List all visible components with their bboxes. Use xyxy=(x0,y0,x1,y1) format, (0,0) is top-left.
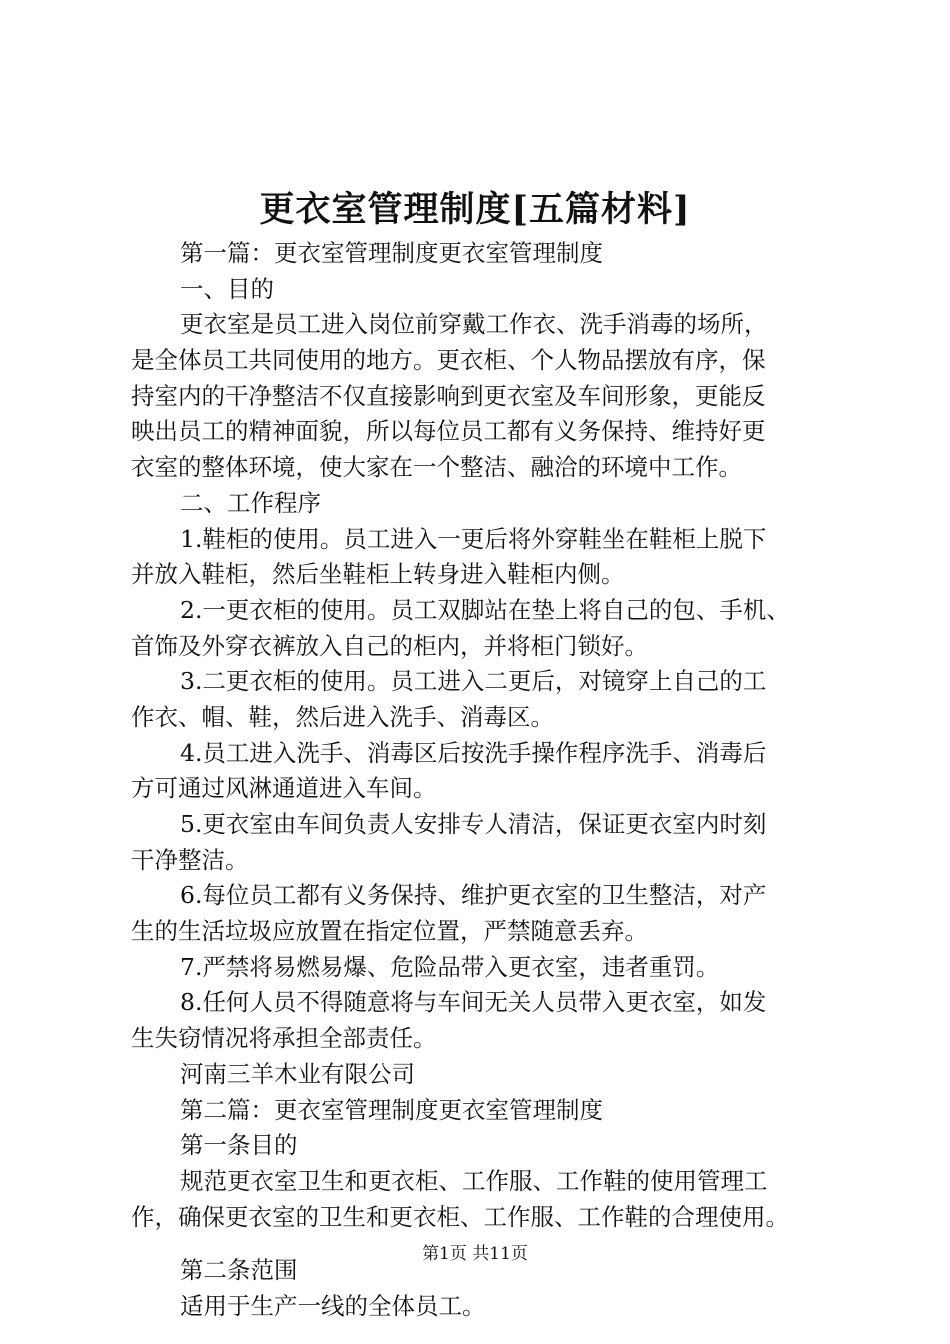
list-item-line: 5.更衣室由车间负责人安排专人清洁，保证更衣室内时刻 xyxy=(180,810,767,838)
paragraph-line: 作，确保更衣室的卫生和更衣柜、工作服、工作鞋的合理使用。 xyxy=(131,1202,789,1231)
paragraph-line: 衣室的整体环境，使大家在一个整洁、融洽的环境中工作。 xyxy=(131,453,742,482)
list-item-line: 8.任何人员不得随意将与车间无关人员带入更衣室，如发 xyxy=(180,988,767,1017)
list-item-line: 4.员工进入洗手、消毒区后按洗手操作程序洗手、消毒后 xyxy=(180,738,767,767)
list-item-line: 并放入鞋柜，然后坐鞋柜上转身进入鞋柜内侧。 xyxy=(131,560,625,589)
article-heading: 第一条目的 xyxy=(180,1131,298,1160)
list-item-line: 3.二更衣柜的使用。员工进入二更后，对镜穿上自己的工 xyxy=(180,667,767,696)
subheading: 二、工作程序 xyxy=(180,488,321,517)
paragraph-line: 持室内的干净整洁不仅直接影响到更衣室及车间形象，更能反 xyxy=(131,381,766,410)
paragraph-line: 规范更衣室卫生和更衣柜、工作服、工作鞋的使用管理工 xyxy=(180,1166,768,1195)
article-heading: 第二条范围 xyxy=(180,1256,298,1285)
list-item-line: 6.每位员工都有义务保持、维护更衣室的卫生整洁，对产 xyxy=(180,881,767,910)
list-item-line: 首饰及外穿衣裤放入自己的柜内，并将柜门锁好。 xyxy=(131,631,648,660)
paragraph-line: 映出员工的精神面貌，所以每位员工都有义务保持、维持好更 xyxy=(131,417,766,446)
paragraph-line: 适用于生产一线的全体员工。 xyxy=(180,1291,486,1320)
subheading: 一、目的 xyxy=(180,274,274,303)
list-item-line: 生的生活垃圾应放置在指定位置，严禁随意丢弃。 xyxy=(131,917,648,946)
company-name: 河南三羊木业有限公司 xyxy=(180,1059,415,1088)
list-item-line: 生失窃情况将承担全部责任。 xyxy=(131,1024,437,1053)
list-item-line: 7.严禁将易燃易爆、危险品带入更衣室，违者重罚。 xyxy=(180,952,720,981)
paragraph-line: 更衣室是员工进入岗位前穿戴工作衣、洗手消毒的场所， xyxy=(180,310,768,339)
page-footer: 第1页 共11页 xyxy=(422,1244,528,1264)
list-item-line: 干净整洁。 xyxy=(131,845,249,874)
section-heading: 第一篇：更衣室管理制度更衣室管理制度 xyxy=(180,239,603,267)
document-body xyxy=(131,236,836,1325)
list-item-line: 1.鞋柜的使用。员工进入一更后将外穿鞋坐在鞋柜上脱下 xyxy=(180,524,767,553)
list-item-line: 方可通过风淋通道进入车间。 xyxy=(131,774,437,803)
list-item-line: 2.一更衣柜的使用。员工双脚站在垫上将自己的包、手机、 xyxy=(180,595,790,624)
list-item-line: 作衣、帽、鞋，然后进入洗手、消毒区。 xyxy=(131,702,554,731)
section-heading: 第二篇：更衣室管理制度更衣室管理制度 xyxy=(180,1095,603,1124)
document-title: 更衣室管理制度[五篇材料] xyxy=(259,189,691,230)
paragraph-line: 是全体员工共同使用的地方。更衣柜、个人物品摆放有序，保 xyxy=(131,346,766,375)
